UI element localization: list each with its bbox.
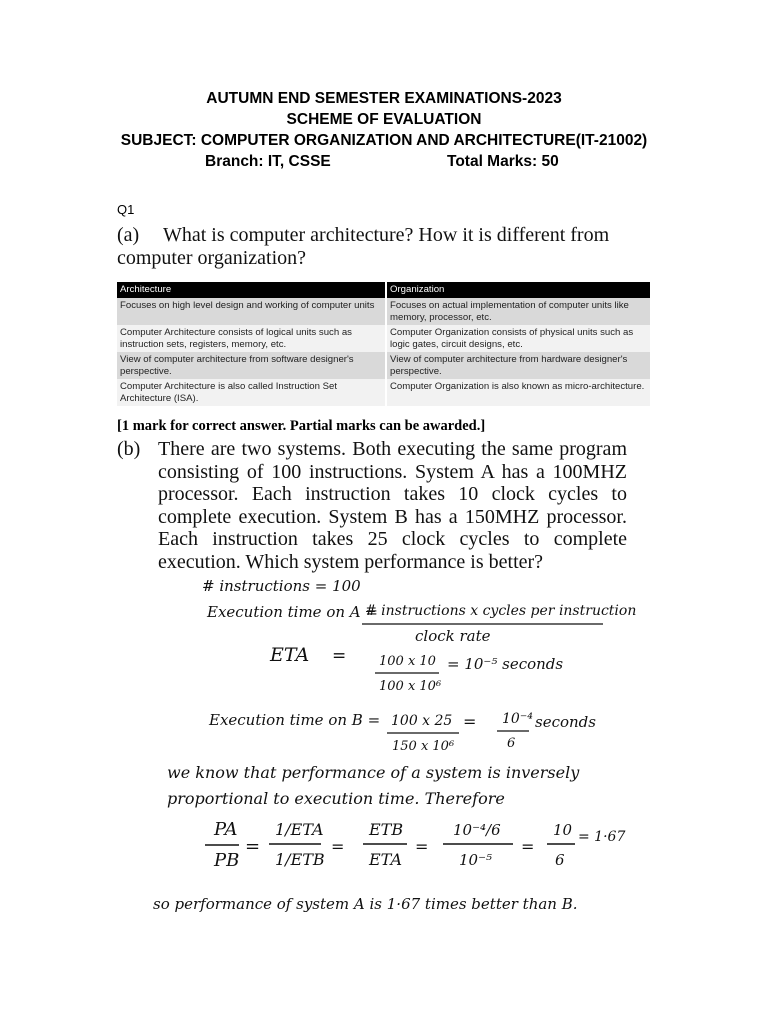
reasoning-line-1: we know that performance of a system is inversely bbox=[167, 763, 580, 782]
scheme-title: SCHEME OF EVALUATION bbox=[286, 111, 482, 128]
table-cell: View of computer architecture from hardware designer's perspective. bbox=[386, 352, 650, 379]
table-cell: View of computer architecture from software designer's perspective. bbox=[117, 352, 386, 379]
handwritten-solution bbox=[117, 573, 651, 921]
column-header: Architecture bbox=[117, 282, 386, 298]
ratio-inverse-denominator: 1/ETB bbox=[275, 850, 325, 869]
part-b-text: There are two systems. Both executing the same program consisting of 100 instructions. System A has a 100MHZ processor. Each instruction takes 10 clock cycles to complete execution. System B has a 150MHZ processor. Each instruction takes 25 clock cycles to complete execution. Which system performance is better? bbox=[158, 438, 627, 573]
exec-time-b-result-numerator: 10⁻⁴ bbox=[502, 711, 533, 727]
question-number: Q1 bbox=[117, 202, 135, 217]
table-cell: Computer Organization is also known as micro-architecture. bbox=[386, 379, 650, 406]
exec-time-b-label: Execution time on B = bbox=[209, 711, 381, 729]
equals-sign: = bbox=[331, 837, 345, 856]
eta-label: ETA bbox=[270, 644, 310, 666]
question-part-b bbox=[117, 438, 627, 573]
table-cell: Computer Organization consists of physical units such as logic gates, circuit designs, etc. bbox=[386, 325, 650, 352]
ratio-inverse-numerator: 1/ETA bbox=[275, 820, 324, 839]
ratio-pb: PB bbox=[214, 850, 240, 871]
ratio-pa: PA bbox=[214, 819, 238, 840]
ratio-value-numerator: 10⁻⁴/6 bbox=[453, 821, 501, 839]
equals-sign: = bbox=[245, 836, 261, 857]
reasoning-line-2: proportional to execution time. Therefore bbox=[167, 789, 505, 808]
equals-sign: = bbox=[463, 712, 477, 731]
eta-numerator: 100 x 10 bbox=[379, 654, 436, 669]
exec-time-a-denominator: clock rate bbox=[415, 627, 491, 645]
eta-equals: = bbox=[332, 646, 347, 666]
ratio-et-denominator: ETA bbox=[369, 850, 403, 869]
exec-time-b-denominator: 150 x 10⁶ bbox=[392, 739, 455, 754]
eta-result: = 10⁻⁵ seconds bbox=[447, 655, 564, 673]
exec-time-a-label: Execution time on A = bbox=[207, 603, 378, 621]
column-header: Organization bbox=[386, 282, 650, 298]
exec-time-b-unit: seconds bbox=[535, 713, 596, 731]
eta-denominator: 100 x 10⁶ bbox=[379, 679, 442, 694]
branch-row bbox=[0, 151, 768, 172]
question-part-a bbox=[117, 224, 637, 269]
table-row bbox=[117, 298, 650, 325]
ratio-final-denominator: 6 bbox=[555, 851, 565, 869]
ratio-et-numerator: ETB bbox=[369, 820, 404, 839]
table-row bbox=[117, 325, 650, 352]
table-row bbox=[117, 379, 650, 406]
document-header bbox=[0, 88, 768, 172]
table-cell: Computer Architecture is also called Instruction Set Architecture (ISA). bbox=[117, 379, 386, 406]
ratio-value-denominator: 10⁻⁵ bbox=[459, 851, 493, 869]
table-cell: Computer Architecture consists of logical units such as instruction sets, registers, memory, etc. bbox=[117, 325, 386, 352]
exec-time-b-result-denominator: 6 bbox=[507, 736, 516, 751]
part-a-text: What is computer architecture? How it is different from computer organization? bbox=[117, 224, 610, 269]
table-header-row bbox=[117, 282, 650, 298]
subject-title: SUBJECT: COMPUTER ORGANIZATION AND ARCHITECTURE(IT-21002) bbox=[120, 132, 648, 149]
equals-sign: = bbox=[415, 837, 429, 856]
table-cell: Focuses on actual implementation of computer units like memory, processor, etc. bbox=[386, 298, 650, 325]
equals-sign: = bbox=[521, 837, 535, 856]
total-marks: Total Marks: 50 bbox=[447, 153, 559, 170]
comparison-table bbox=[117, 282, 650, 406]
ratio-final-numerator: 10 bbox=[553, 821, 573, 839]
part-b-label: (b) bbox=[117, 438, 141, 460]
table-row bbox=[117, 352, 650, 379]
ratio-result: = 1·67 bbox=[578, 829, 626, 845]
conclusion: so performance of system A is 1·67 times better than B. bbox=[153, 895, 578, 913]
table-cell: Focuses on high level design and working of computer units bbox=[117, 298, 386, 325]
instructions-count: # instructions = 100 bbox=[202, 577, 361, 595]
marking-note: [1 mark for correct answer. Partial marks can be awarded.] bbox=[117, 418, 486, 434]
branch-label: Branch: IT, CSSE bbox=[205, 153, 331, 170]
exec-time-a-numerator: # instructions x cycles per instruction bbox=[365, 603, 637, 619]
exec-time-b-numerator: 100 x 25 bbox=[391, 713, 453, 729]
exam-title: AUTUMN END SEMESTER EXAMINATIONS-2023 bbox=[206, 90, 562, 107]
part-a-label: (a) bbox=[117, 224, 140, 246]
